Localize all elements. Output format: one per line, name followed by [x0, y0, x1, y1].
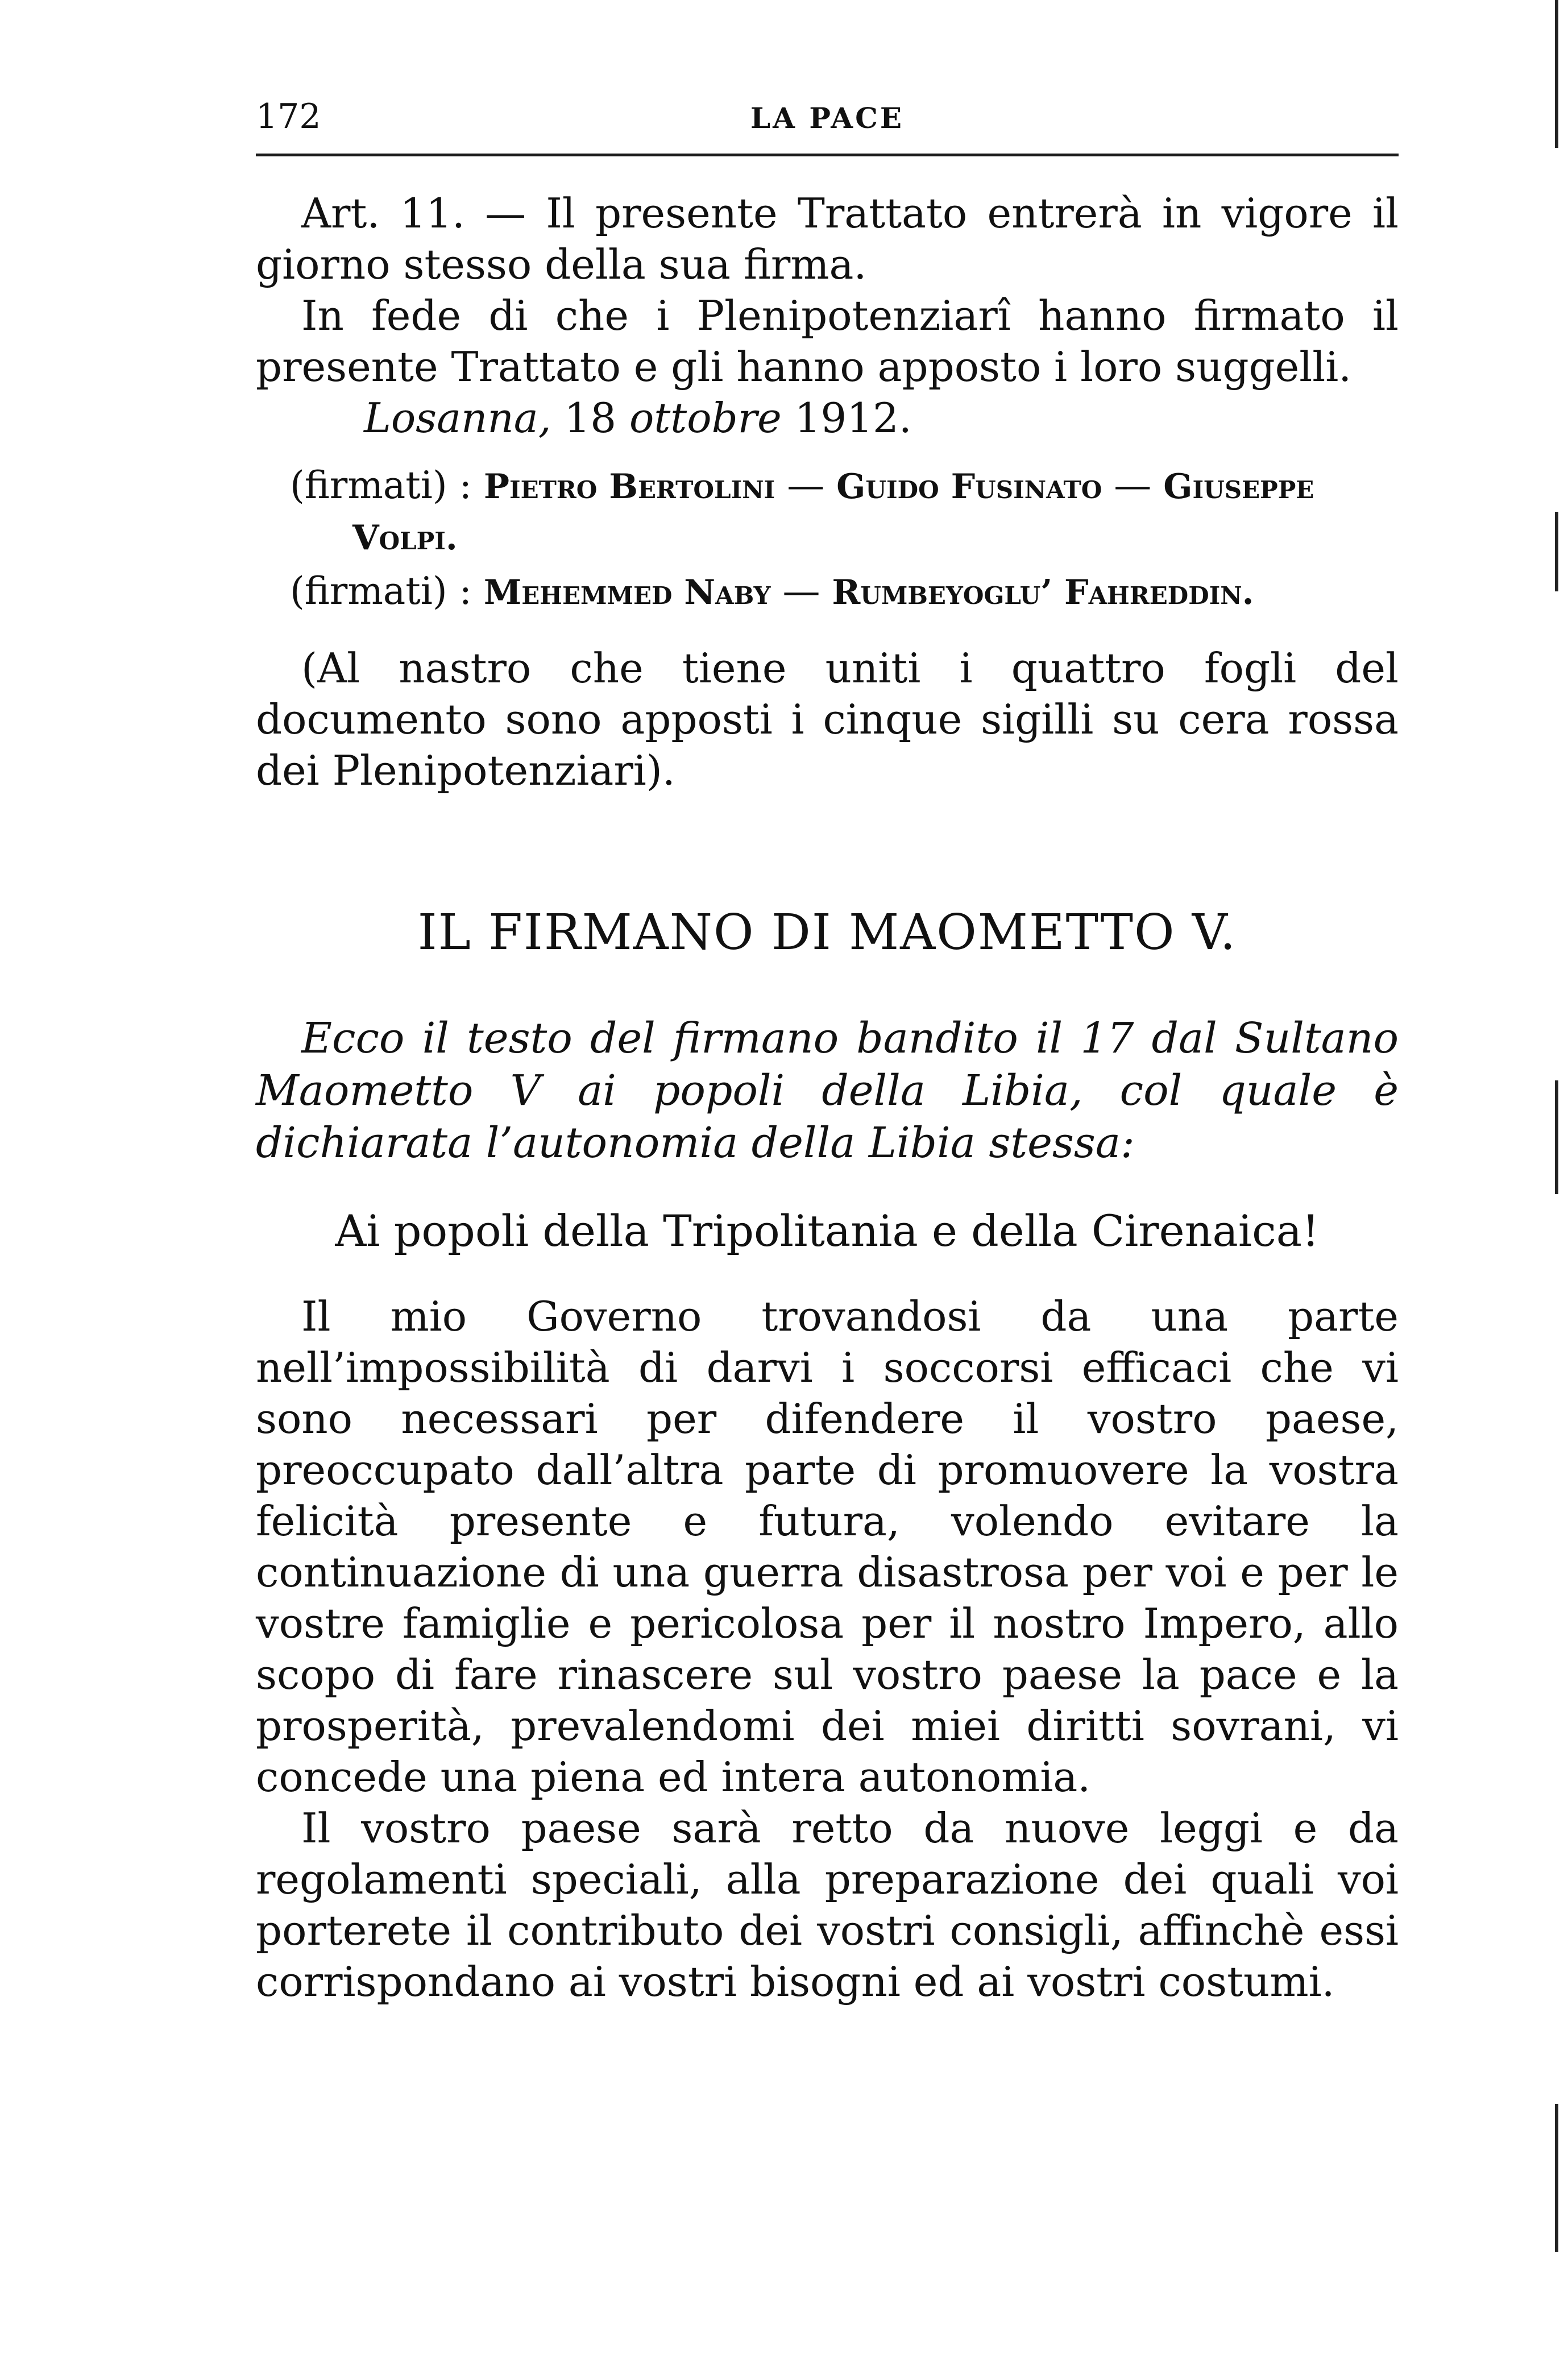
signatures-block	[256, 461, 1399, 618]
signatures-prefix: (firmati) :	[290, 463, 472, 507]
signing-statement: In fede di che i Plenipotenziarî hanno firmato il presente Trattato e gli hanno apposto i loro suggelli.	[256, 292, 1399, 391]
scan-edge-mark	[1555, 2104, 1558, 2252]
year: 1912.	[794, 394, 912, 442]
signatory-fusinato: Guido Fusinato	[836, 467, 1102, 507]
signatory-fahreddin: Rumbeyoglu’ Fahreddin.	[832, 573, 1254, 612]
scan-edge-mark	[1555, 512, 1558, 591]
signatures-ottoman	[256, 566, 1399, 618]
signatures-italian	[256, 461, 1399, 563]
page-number: 172	[256, 97, 321, 136]
signatory-separator: —	[782, 569, 820, 613]
signatory-bertolini: Pietro Bertolini	[483, 467, 775, 507]
seal-note: (Al nastro che tiene uniti i quattro fogli del documento sono apposti i cinque sigilli su cera rossa dei Plenipotenziari).	[256, 644, 1399, 794]
page-header	[256, 91, 1399, 156]
signatory-volpi: Giuseppe Volpi.	[352, 467, 1314, 558]
article-11-block	[256, 188, 1399, 392]
firman-body	[256, 1291, 1399, 2007]
signatory-separator: —	[1114, 463, 1152, 507]
day: 18	[564, 394, 617, 442]
firman-intro: Ecco il testo del firmano bandito il 17 dal Sultano Maometto V ai popoli della Libia, col quale è dichiarata l’autonomia della Libia stessa:	[256, 1014, 1399, 1167]
place-date	[256, 392, 1507, 444]
section-heading: IL FIRMANO DI MAOMETTO V.	[417, 904, 1237, 961]
seal-note-block	[256, 643, 1399, 796]
signatory-separator: —	[787, 463, 825, 507]
scan-edge-mark	[1555, 0, 1558, 148]
firman-intro-block	[256, 1012, 1399, 1169]
scan-edge-mark	[1555, 1080, 1558, 1194]
firman-paragraph: Il mio Governo trovandosi da una parte nell’impossibilità di darvi i soccorsi efficaci che vi sono necessari per difendere il vostro paese, preoccupato dall’altra parte di promuovere la vostra felicità presente e futura, volendo evitare la continuazione di una guerra disastrosa per voi e per le vostre famiglie e pericolosa per il nostro Impero, allo scopo di fare rinascere sul vostro paese la pace e la prosperità, prevalendomi dei miei diritti sovrani, vi concede una piena ed intera autonomia.	[256, 1293, 1399, 1801]
firman-address: Ai popoli della Tripolitania e della Cirenaica!	[335, 1206, 1320, 1256]
signatory-naby: Mehemmed Naby	[483, 573, 771, 612]
running-title: LA PACE	[750, 101, 905, 135]
firman-paragraph: Il vostro paese sarà retto da nuove leggi e da regolamenti speciali, alla preparazione dei quali voi porterete il contributo dei vostri consigli, affinchè essi corrispondano ai vostri bisogni ed ai vostri costumi.	[256, 1804, 1399, 2006]
article-11-text: Art. 11. — Il presente Trattato entrerà in vigore il giorno stesso della sua firma.	[256, 189, 1399, 288]
signatures-prefix: (firmati) :	[290, 569, 472, 613]
place: Losanna,	[364, 394, 551, 442]
month: ottobre	[629, 394, 782, 442]
